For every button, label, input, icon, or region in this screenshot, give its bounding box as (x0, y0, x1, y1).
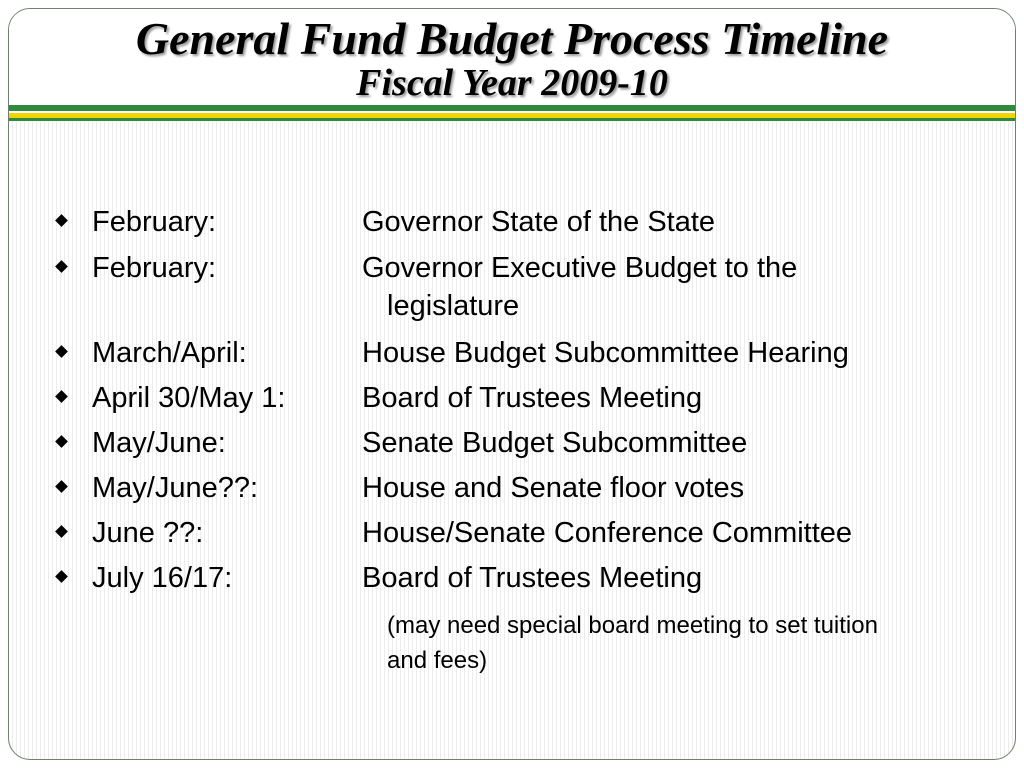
timeline-event: Governor Executive Budget to the (362, 252, 798, 284)
diamond-bullet-icon (55, 525, 68, 538)
diamond-bullet-icon (55, 345, 68, 358)
timeline-note-line2: and fees) (387, 647, 488, 674)
timeline-event: House and Senate floor votes (362, 472, 745, 504)
timeline-list (9, 9, 1015, 759)
timeline-event-continuation: legislature (387, 290, 520, 322)
timeline-date: March/April: (92, 337, 247, 369)
timeline-date: February: (92, 206, 217, 238)
diamond-bullet-icon (55, 480, 68, 493)
timeline-item (9, 515, 1015, 555)
timeline-event: Board of Trustees Meeting (362, 562, 703, 594)
timeline-item (9, 470, 1015, 510)
diamond-bullet-icon (55, 435, 68, 448)
timeline-date: June ??: (92, 517, 204, 549)
timeline-item (9, 380, 1015, 420)
timeline-item (9, 335, 1015, 375)
timeline-date: February: (92, 252, 217, 284)
timeline-date: July 16/17: (92, 562, 233, 594)
timeline-event: House Budget Subcommittee Hearing (362, 337, 849, 369)
timeline-item (9, 250, 1015, 290)
diamond-bullet-icon (55, 570, 68, 583)
timeline-event: House/Senate Conference Committee (362, 517, 853, 549)
timeline-item (9, 425, 1015, 465)
timeline-date: April 30/May 1: (92, 382, 286, 414)
diamond-bullet-icon (55, 214, 68, 227)
timeline-date: May/June: (92, 427, 226, 459)
timeline-event: Board of Trustees Meeting (362, 382, 703, 414)
timeline-event: Governor State of the State (362, 206, 716, 238)
diamond-bullet-icon (55, 260, 68, 273)
timeline-date: May/June??: (92, 472, 259, 504)
slide-title: General Fund Budget Process Timeline (135, 13, 889, 64)
timeline-note-line1: (may need special board meeting to set tuition (387, 612, 878, 639)
timeline-event: Senate Budget Subcommittee (362, 427, 748, 459)
timeline-item (9, 204, 1015, 244)
timeline-item (9, 560, 1015, 600)
diamond-bullet-icon (55, 390, 68, 403)
slide-subtitle: Fiscal Year 2009-10 (356, 62, 668, 104)
slide (8, 8, 1016, 760)
